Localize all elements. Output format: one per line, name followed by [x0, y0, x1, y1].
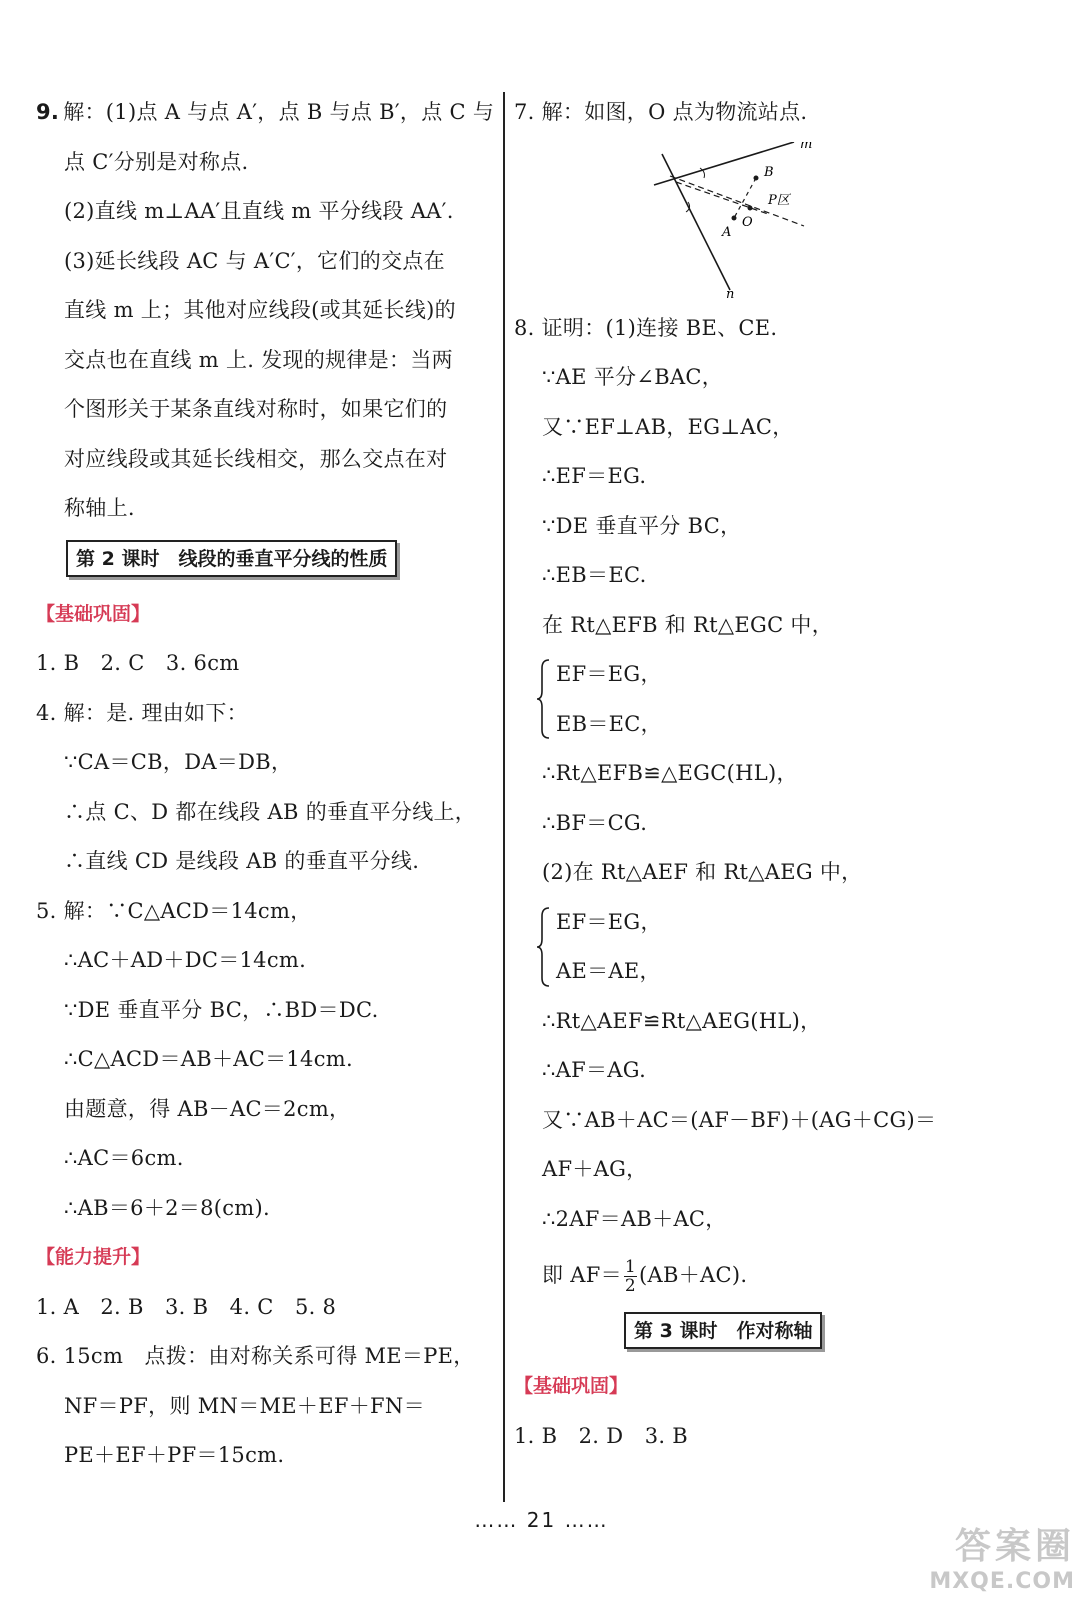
text-line: ∴Rt△AEF≌Rt△AEG(HL)，	[542, 1008, 822, 1033]
tag-basic-2: 【基础巩固】	[514, 1375, 629, 1397]
text-segment: 即 AF＝	[542, 1263, 622, 1287]
question-number: 9.	[36, 100, 60, 124]
text-line: 8. 证明：(1)连接 BE、CE.	[514, 315, 778, 340]
geometry-diagram	[644, 142, 984, 298]
text-line: ∴AC＋AD＋DC＝14cm.	[64, 948, 307, 972]
watermark-url: MXQE.COM	[929, 1569, 1075, 1594]
text-line: 对应线段或其延长线相交，那么交点在对	[64, 446, 448, 471]
text-line: 个图形关于某条直线对称时，如果它们的	[64, 397, 448, 421]
right-column	[514, 88, 984, 1461]
text-line: 又∵AB＋AC＝(AF－BF)＋(AG＋CG)＝	[542, 1107, 937, 1132]
text-line: ∵AE 平分∠BAC，	[542, 365, 724, 389]
question-7: 7. 解：如图，O 点为物流站点.	[514, 100, 808, 124]
text-line: ∵DE 垂直平分 BC，	[542, 513, 742, 538]
text-line: 6. 15cm 点拨：由对称关系可得 ME＝PE，	[36, 1344, 475, 1368]
final-equation	[514, 1244, 984, 1306]
text-line: EF＝EG，	[556, 662, 662, 686]
text-line: EF＝EG，	[556, 909, 662, 934]
label-a: A	[722, 224, 732, 240]
text-line: ∴直线 CD 是线段 AB 的垂直平分线.	[64, 849, 420, 873]
tag-basic: 【基础巩固】	[36, 602, 151, 625]
label-o: O	[742, 214, 753, 230]
text-line: (3)延长线段 AC 与 A′C′，它们的交点在	[64, 248, 445, 273]
text-line: 5. 解：∵C△ACD＝14cm，	[36, 898, 312, 923]
section-title: 第 2 课时 线段的垂直平分线的性质	[66, 540, 397, 577]
section-header-2	[66, 540, 496, 580]
text-line: 4. 解：是. 理由如下：	[36, 700, 248, 725]
text-line: ∵DE 垂直平分 BC，∴BD＝DC.	[64, 997, 379, 1022]
text-line: 又∵EF⊥AB，EG⊥AC，	[542, 414, 794, 439]
ability-answers: 1. A 2. B 3. B 4. C 5. 8	[36, 1294, 337, 1319]
watermark-text: 答案圈	[954, 1526, 1075, 1567]
question-6	[36, 1332, 496, 1481]
question-8	[514, 304, 984, 1307]
geometry-figure	[644, 142, 844, 298]
brace-icon	[536, 658, 552, 740]
fraction	[624, 1258, 637, 1295]
brace-icon	[536, 906, 552, 988]
text-line: 交点也在直线 m 上. 发现的规律是：当两	[64, 347, 453, 372]
text-line: 称轴上.	[64, 496, 135, 520]
text-line: (2)在 Rt△AEF 和 Rt△AEG 中，	[542, 860, 863, 884]
text-line: ∴C△ACD＝AB＋AC＝14cm.	[64, 1047, 353, 1071]
text-line: 点 C′分别是对称点.	[64, 149, 249, 174]
label-m: m	[800, 141, 813, 152]
text-line: EB＝EC，	[556, 711, 662, 736]
text-line: 在 Rt△EFB 和 Rt△EGC 中，	[542, 612, 834, 637]
text-line: ∴AB＝6＋2＝8(cm).	[64, 1195, 270, 1220]
question-9	[36, 88, 496, 534]
text-line: 由题意，得 AB－AC＝2cm，	[64, 1096, 351, 1121]
text-line: ∴AF＝AG.	[542, 1058, 647, 1082]
section-title: 第 3 课时 作对称轴	[624, 1312, 822, 1349]
text-line: ∵CA＝CB，DA＝DB，	[64, 750, 293, 774]
text-line: PE＋EF＋PF＝15cm.	[64, 1443, 285, 1467]
text-line: ∴2AF＝AB＋AC，	[542, 1206, 727, 1231]
text-line: AE＝AE，	[556, 959, 661, 983]
text-line: ∴AC＝6cm.	[64, 1146, 184, 1170]
fraction-numerator: 1	[624, 1257, 637, 1277]
basic-answers: 1. B 2. C 3. 6cm	[36, 651, 240, 675]
question-5	[36, 887, 496, 1234]
label-p: P区	[768, 192, 790, 208]
section-header-3	[624, 1312, 984, 1352]
tag-ability: 【能力提升】	[36, 1246, 151, 1268]
text-line: ∴EB＝EC.	[542, 563, 647, 587]
text-line: ∴EF＝EG.	[542, 464, 647, 488]
label-n: n	[726, 286, 735, 298]
text-line: ∴BF＝CG.	[542, 810, 648, 835]
column-divider	[503, 92, 505, 1502]
text-line: ∴点 C、D 都在线段 AB 的垂直平分线上，	[64, 799, 477, 824]
equation-system-2	[514, 898, 984, 997]
text-line: (2)直线 m⊥AA′且直线 m 平分线段 AA′.	[64, 199, 454, 223]
label-b: B	[764, 164, 774, 180]
text-line: AF＋AG，	[542, 1157, 648, 1181]
left-column	[36, 88, 496, 1481]
text-segment: (AB＋AC).	[639, 1263, 748, 1287]
watermark-logo	[929, 1518, 1075, 1594]
basic-answers-2: 1. B 2. D 3. B	[514, 1423, 689, 1448]
text-line: NF＝PF，则 MN＝ME＋EF＋FN＝	[64, 1393, 425, 1418]
fraction-denominator: 2	[624, 1276, 637, 1296]
equation-system-1	[514, 650, 984, 749]
question-4	[36, 689, 496, 887]
page-number: …… 21 ……	[474, 1508, 609, 1532]
text-line: 解：(1)点 A 与点 A′，点 B 与点 B′，点 C 与	[63, 100, 495, 124]
text-line: 直线 m 上；其他对应线段(或其延长线)的	[64, 298, 456, 322]
text-line: ∴Rt△EFB≌△EGC(HL)，	[542, 761, 798, 785]
